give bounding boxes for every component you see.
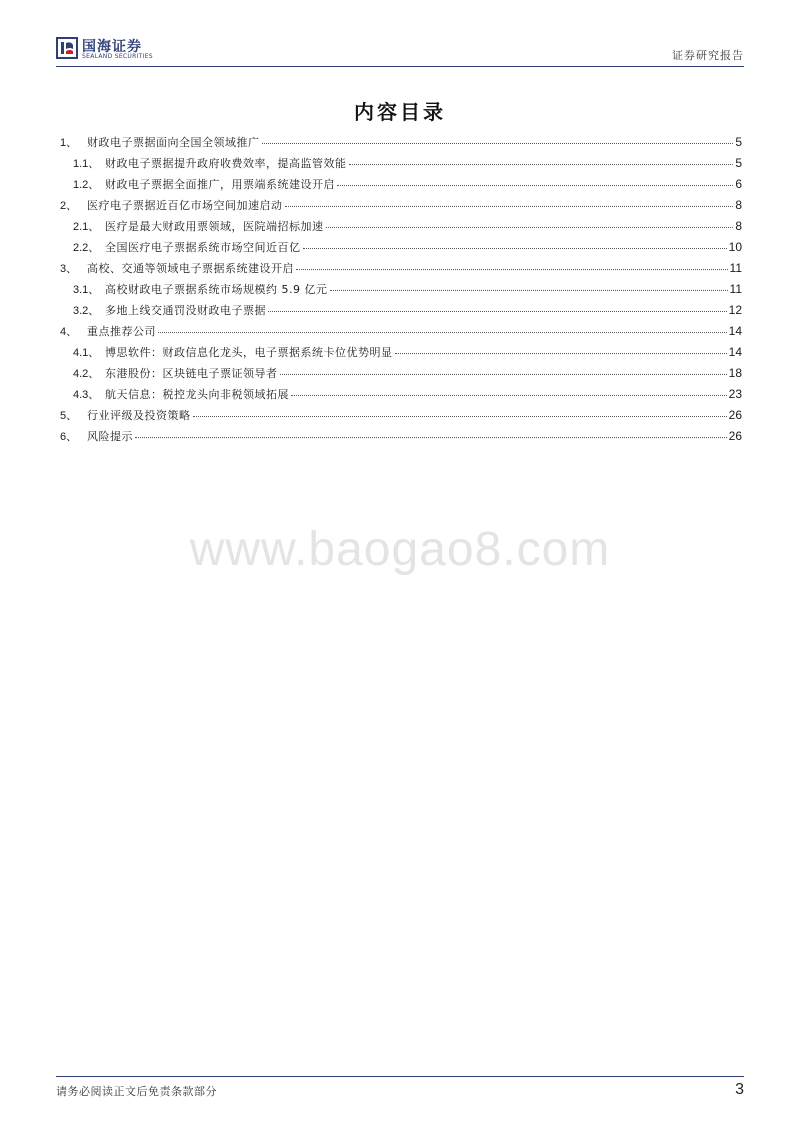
toc-entry[interactable] (60, 323, 742, 344)
toc-entry-page: 14 (728, 345, 742, 359)
toc-dot-leader (158, 332, 727, 333)
disclaimer-note: 请务必阅读正文后免责条款部分 (56, 1085, 217, 1098)
watermark: www.baogao8.com (189, 523, 611, 576)
toc-entry-title: 医疗电子票据近百亿市场空间加速启动 (87, 199, 283, 212)
toc-entry-page: 11 (729, 261, 742, 275)
toc-dot-leader (193, 416, 727, 417)
toc-entry-title: 高校财政电子票据系统市场规模约 5.9 亿元 (105, 283, 328, 296)
toc-entry[interactable] (60, 428, 742, 449)
toc-entry-page: 26 (728, 429, 742, 443)
toc-entry-page: 8 (735, 198, 742, 212)
toc-entry-number: 1.2、 (73, 179, 100, 191)
toc-entry-number: 1、 (60, 137, 78, 149)
toc-dot-leader (330, 290, 728, 291)
logo-english-name: SEALAND SECURITIES (82, 53, 153, 60)
toc-entry[interactable] (60, 281, 742, 302)
toc-entry-title: 财政电子票据面向全国全领域推广 (87, 136, 260, 149)
page-number: 3 (735, 1081, 744, 1098)
toc-entry-number: 3、 (60, 263, 78, 275)
toc-entry[interactable] (60, 302, 742, 323)
report-type-label: 证券研究报告 (672, 49, 744, 62)
toc-entry-page: 8 (735, 219, 742, 233)
toc-title: 内容目录 (354, 100, 446, 124)
toc-entry-number: 2.2、 (73, 242, 100, 254)
toc-entry[interactable] (60, 218, 742, 239)
toc-entry[interactable] (60, 197, 742, 218)
toc-entry[interactable] (60, 344, 742, 365)
toc-dot-leader (135, 437, 727, 438)
toc-entry-title: 航天信息：税控龙头向非税领域拓展 (105, 388, 289, 401)
toc-entry-page: 18 (728, 366, 742, 380)
toc-entry-number: 4.2、 (73, 368, 100, 380)
toc-entry[interactable] (60, 386, 742, 407)
toc-entry[interactable] (60, 155, 742, 176)
toc-entry-number: 3.2、 (73, 305, 100, 317)
toc-entry[interactable] (60, 365, 742, 386)
toc-entry-page: 12 (728, 303, 742, 317)
toc-dot-leader (326, 227, 734, 228)
toc-entry-page: 6 (735, 177, 742, 191)
toc-dot-leader (268, 311, 727, 312)
toc-entry-title: 医疗是最大财政用票领域，医院端招标加速 (105, 220, 324, 233)
toc-entry-number: 3.1、 (73, 284, 100, 296)
toc-entry-number: 2.1、 (73, 221, 100, 233)
toc-entry-number: 4、 (60, 326, 78, 338)
toc-entry-title: 东港股份：区块链电子票证领导者 (105, 367, 278, 380)
toc-entry-title: 高校、交通等领域电子票据系统建设开启 (87, 262, 294, 275)
toc-entry-page: 26 (728, 408, 742, 422)
toc-entry-page: 5 (735, 156, 742, 170)
toc-dot-leader (280, 374, 727, 375)
toc-entry-title: 行业评级及投资策略 (87, 409, 191, 422)
toc-entry-number: 4.3、 (73, 389, 100, 401)
toc-entry-page: 11 (729, 282, 742, 296)
toc-entry[interactable] (60, 407, 742, 428)
toc-entry[interactable] (60, 134, 742, 155)
toc-entry-title: 博思软件：财政信息化龙头，电子票据系统卡位优势明显 (105, 346, 393, 359)
toc-entry-page: 23 (728, 387, 742, 401)
toc-entry-number: 1.1、 (73, 158, 100, 170)
toc-dot-leader (291, 395, 727, 396)
sealand-logo-icon (56, 37, 78, 59)
toc-dot-leader (303, 248, 727, 249)
toc-entry-title: 财政电子票据全面推广，用票端系统建设开启 (105, 178, 335, 191)
page-footer (56, 1076, 744, 1103)
toc-entry-page: 14 (728, 324, 742, 338)
toc-entry-number: 6、 (60, 431, 78, 443)
page-header (56, 34, 744, 67)
toc-dot-leader (262, 143, 734, 144)
toc-entry[interactable] (60, 239, 742, 260)
toc-entry-number: 5、 (60, 410, 78, 422)
toc-entry[interactable] (60, 176, 742, 197)
toc-entry-page: 5 (735, 135, 742, 149)
logo-chinese-name: 国海证券 (82, 39, 142, 55)
toc-entry[interactable] (60, 260, 742, 281)
toc-entry-number: 4.1、 (73, 347, 100, 359)
toc-entry-title: 风险提示 (87, 430, 133, 443)
toc-dot-leader (285, 206, 734, 207)
toc-entry-title: 多地上线交通罚没财政电子票据 (105, 304, 266, 317)
toc-dot-leader (395, 353, 727, 354)
table-of-contents (60, 134, 742, 449)
toc-entry-title: 重点推荐公司 (87, 325, 156, 338)
toc-dot-leader (296, 269, 728, 270)
toc-dot-leader (349, 164, 734, 165)
toc-entry-title: 全国医疗电子票据系统市场空间近百亿 (105, 241, 301, 254)
toc-entry-title: 财政电子票据提升政府收费效率，提高监管效能 (105, 157, 347, 170)
toc-entry-number: 2、 (60, 200, 78, 212)
toc-dot-leader (337, 185, 733, 186)
toc-entry-page: 10 (728, 240, 742, 254)
